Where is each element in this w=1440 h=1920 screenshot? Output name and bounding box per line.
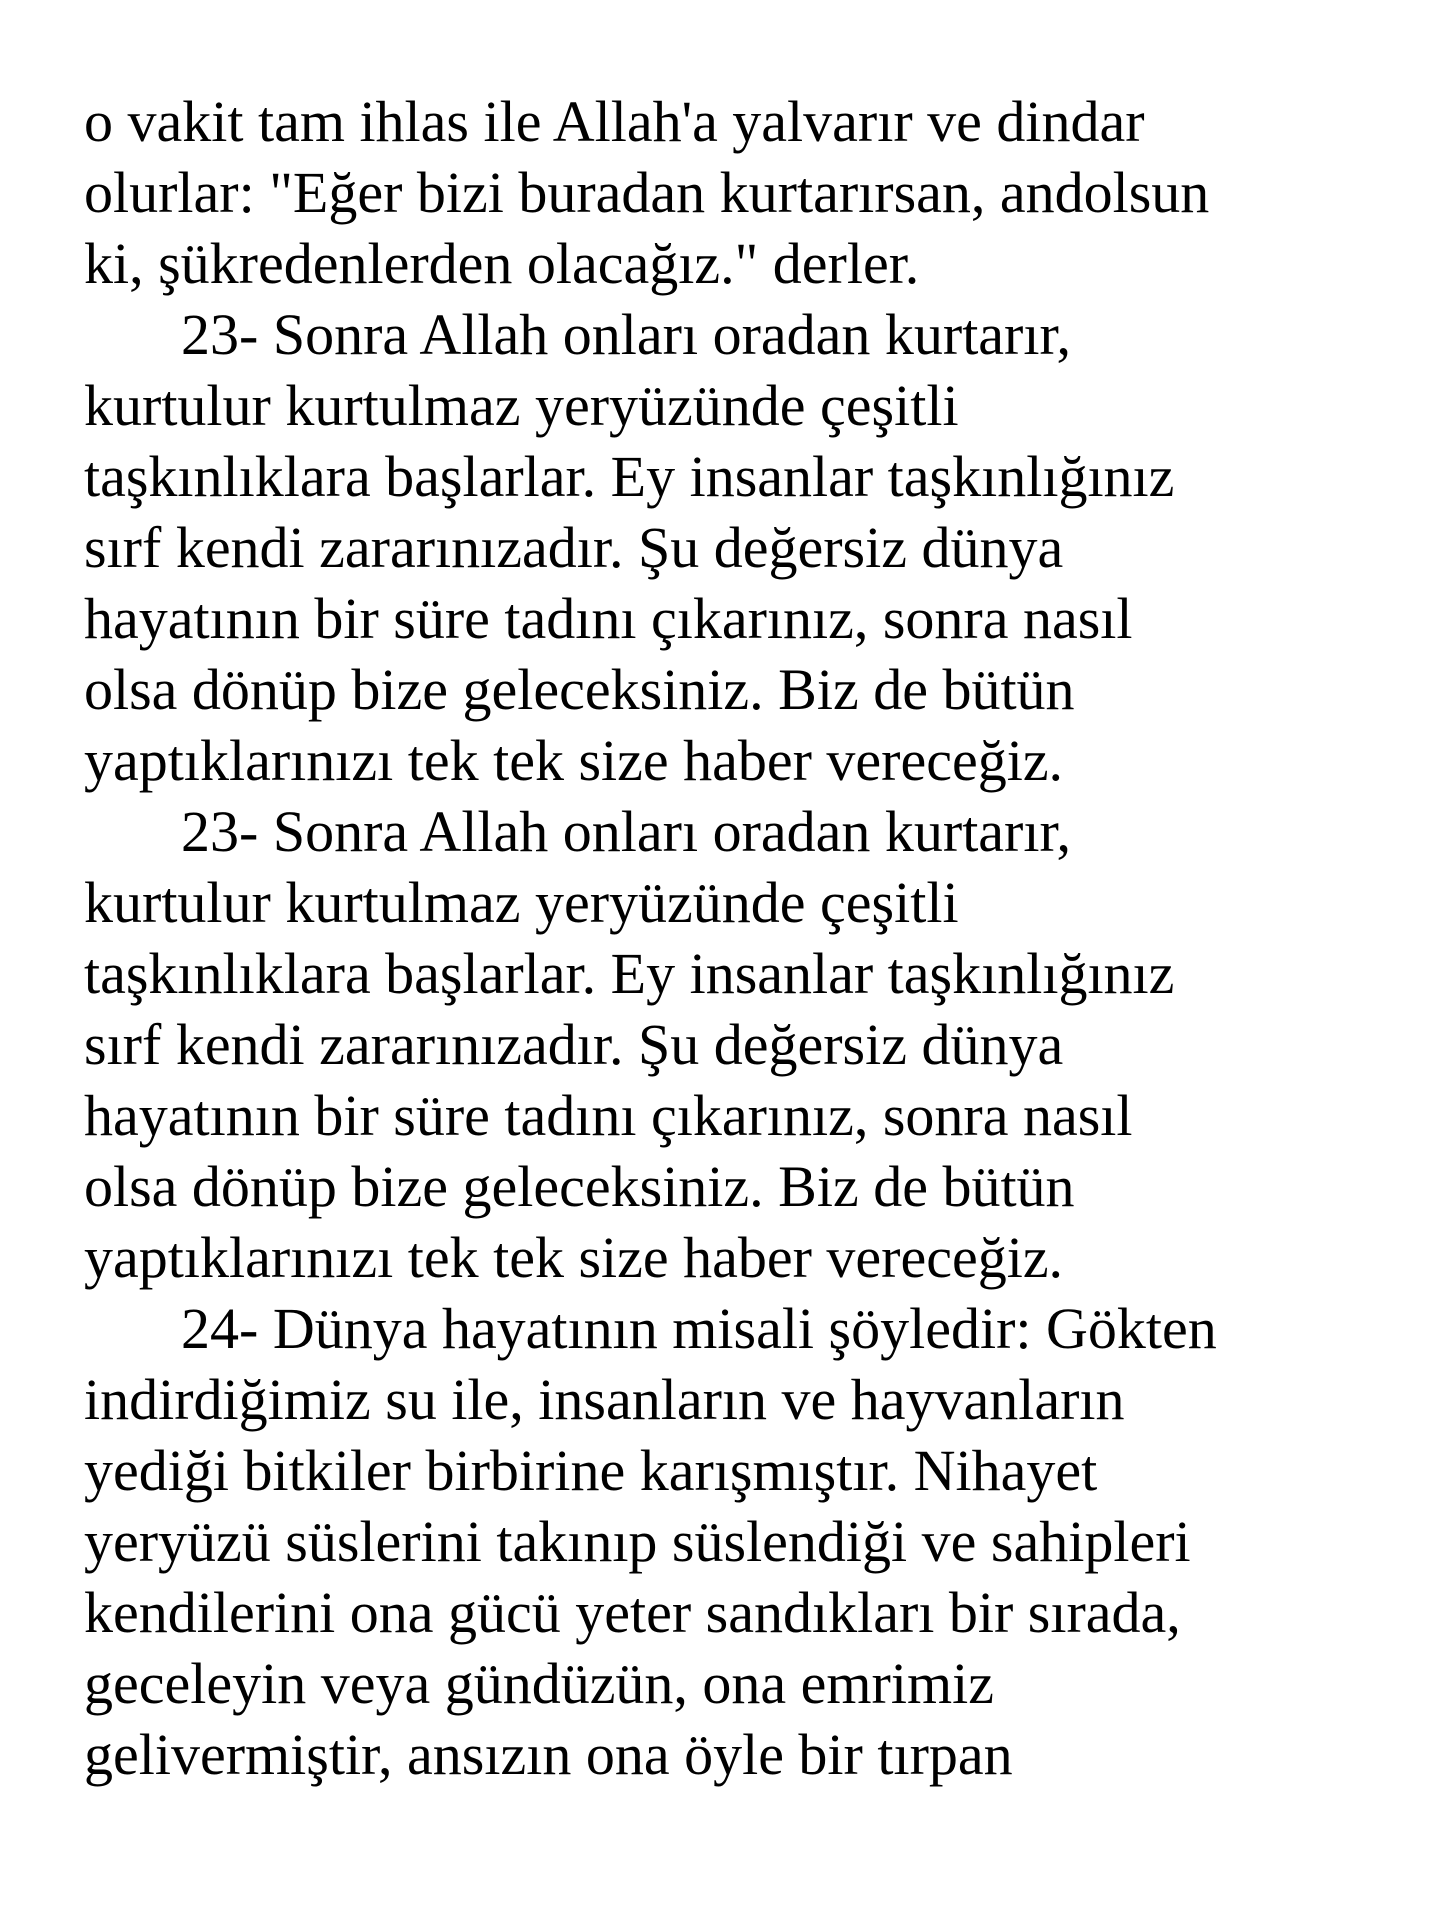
text-line: ki, şükredenlerden olacağız." derler. — [84, 231, 920, 296]
document-page — [84, 86, 1404, 1790]
text-line: hayatının bir süre tadını çıkarınız, sonra nasıl — [84, 586, 1133, 651]
text-line: sırf kendi zararınızadır. Şu değersiz dünya — [84, 1012, 1064, 1077]
paragraph-verse-23 — [84, 299, 1404, 796]
text-line: hayatının bir süre tadını çıkarınız, sonra nasıl — [84, 1083, 1133, 1148]
text-line: 23- Sonra Allah onları oradan kurtarır, — [181, 302, 1071, 367]
text-line: 23- Sonra Allah onları oradan kurtarır, — [181, 799, 1071, 864]
text-line: olurlar: "Eğer bizi buradan kurtarırsan, andolsun — [84, 160, 1210, 225]
text-line: yeryüzü süslerini takınıp süslendiği ve sahipleri — [84, 1509, 1191, 1574]
text-line: olsa dönüp bize geleceksiniz. Biz de bütün — [84, 657, 1075, 722]
text-line: taşkınlıklara başlarlar. Ey insanlar taşkınlığınız — [84, 941, 1175, 1006]
text-line: gelivermiştir, ansızın ona öyle bir tırpan — [84, 1722, 1013, 1787]
text-line: sırf kendi zararınızadır. Şu değersiz dünya — [84, 515, 1064, 580]
text-line: yaptıklarınızı tek tek size haber vereceğiz. — [84, 1225, 1064, 1290]
text-line: indirdiğimiz su ile, insanların ve hayvanların — [84, 1367, 1125, 1432]
text-line: taşkınlıklara başlarlar. Ey insanlar taşkınlığınız — [84, 444, 1175, 509]
text-line: kurtulur kurtulmaz yeryüzünde çeşitli — [84, 870, 959, 935]
text-line: kendilerini ona gücü yeter sandıkları bir sırada, — [84, 1580, 1181, 1645]
text-line: olsa dönüp bize geleceksiniz. Biz de bütün — [84, 1154, 1075, 1219]
paragraph-verse-24 — [84, 1293, 1404, 1790]
paragraph-continuation — [84, 86, 1404, 299]
text-line: yediği bitkiler birbirine karışmıştır. Nihayet — [84, 1438, 1098, 1503]
text-line: 24- Dünya hayatının misali şöyledir: Gökten — [181, 1296, 1217, 1361]
text-line: geceleyin veya gündüzün, ona emrimiz — [84, 1651, 994, 1716]
paragraph-verse-23-repeat — [84, 796, 1404, 1293]
text-line: yaptıklarınızı tek tek size haber vereceğiz. — [84, 728, 1064, 793]
text-line: kurtulur kurtulmaz yeryüzünde çeşitli — [84, 373, 959, 438]
text-line: o vakit tam ihlas ile Allah'a yalvarır ve dindar — [84, 89, 1145, 154]
